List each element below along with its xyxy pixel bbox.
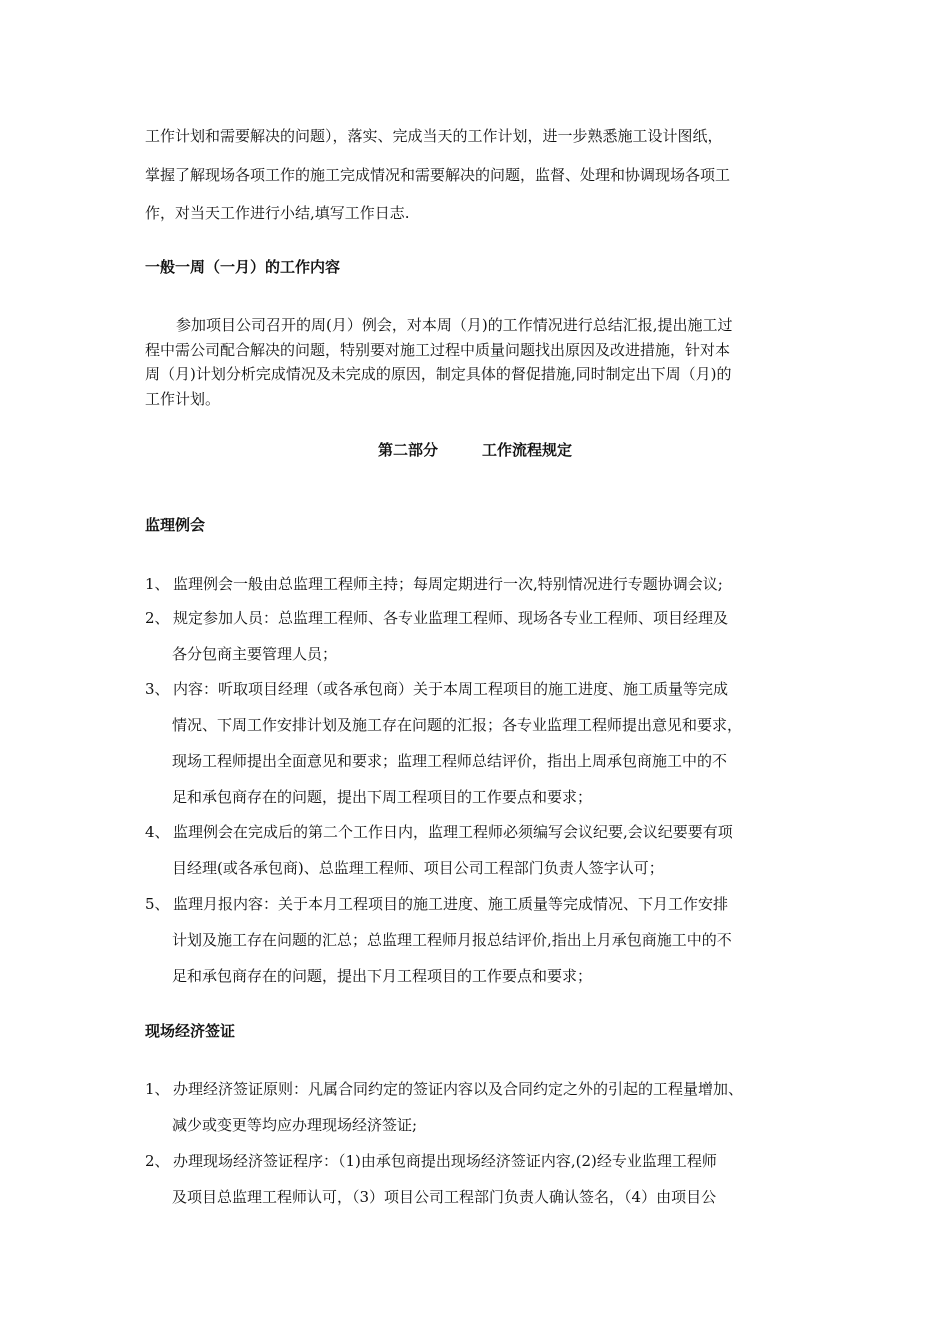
item-text: 办理现场经济签证程序：（1)由承包商提出现场经济签证内容,(2)经专业监理工程师 xyxy=(173,1152,717,1170)
meeting-item-1 xyxy=(145,574,825,594)
item-text: 内容：听取项目经理（或各承包商）关于本周工程项目的施工进度、施工质量等完成 xyxy=(173,680,729,698)
item-text: 办理经济签证原则：凡属合同约定的签证内容以及合同约定之外的引起的工程量增加、 xyxy=(173,1080,744,1098)
item-continuation: 现场工程师提出全面意见和要求；监理工程师总结评价，指出上周承包商施工中的不 xyxy=(172,752,728,770)
meeting-item-2 xyxy=(145,608,825,628)
weekly-line: 程中需公司配合解决的问题，特别要对施工过程中质量问题找出原因及改进措施，针对本 xyxy=(145,341,731,359)
item-number: 5、 xyxy=(145,895,170,913)
part-name: 工作流程规定 xyxy=(482,441,573,459)
meeting-item-4 xyxy=(145,822,825,842)
visa-item-2 xyxy=(145,1151,825,1171)
weekly-heading: 一般一周（一月）的工作内容 xyxy=(145,258,341,276)
meeting-item-3 xyxy=(145,679,825,699)
item-continuation: 计划及施工存在问题的汇总；总监理工程师月报总结评价,指出上月承包商施工中的不 xyxy=(172,931,732,949)
intro-line: 掌握了解现场各项工作的施工完成情况和需要解决的问题，监督、处理和协调现场各项工 xyxy=(145,166,731,184)
weekly-line: 参加项目公司召开的周(月）例会，对本周（月)的工作情况进行总结汇报,提出施工过 xyxy=(176,316,733,334)
item-continuation: 减少或变更等均应办理现场经济签证; xyxy=(172,1116,418,1134)
item-number: 2、 xyxy=(145,609,170,627)
visa-item-1 xyxy=(145,1079,825,1099)
visa-heading: 现场经济签证 xyxy=(145,1022,236,1040)
item-text: 监理月报内容：关于本月工程项目的施工进度、施工质量等完成情况、下月工作安排 xyxy=(173,895,729,913)
intro-line: 作，对当天工作进行小结,填写工作日志. xyxy=(145,204,410,222)
item-number: 2、 xyxy=(145,1152,170,1170)
item-number: 3、 xyxy=(145,680,170,698)
item-continuation: 足和承包商存在的问题，提出下周工程项目的工作要点和要求； xyxy=(172,788,593,806)
weekly-line: 周（月)计划分析完成情况及未完成的原因，制定具体的督促措施,同时制定出下周（月)的 xyxy=(145,365,732,383)
item-continuation: 各分包商主要管理人员； xyxy=(172,645,338,663)
item-continuation: 目经理(或各承包商)、总监理工程师、项目公司工程部门负责人签字认可； xyxy=(172,859,664,877)
item-text: 监理例会一般由总监理工程师主持；每周定期进行一次,特别情况进行专题协调会议; xyxy=(173,575,723,593)
item-text: 监理例会在完成后的第二个工作日内，监理工程师必须编写会议纪要,会议纪要要有项 xyxy=(173,823,733,841)
item-continuation: 足和承包商存在的问题，提出下月工程项目的工作要点和要求； xyxy=(172,967,593,985)
meeting-item-5 xyxy=(145,894,825,914)
intro-line: 工作计划和需要解决的问题），落实、完成当天的工作计划，进一步熟悉施工设计图纸， xyxy=(145,127,723,145)
part-label: 第二部分 xyxy=(377,441,438,459)
item-text: 规定参加人员：总监理工程师、各专业监理工程师、现场各专业工程师、项目经理及 xyxy=(173,609,729,627)
meeting-heading: 监理例会 xyxy=(145,516,206,534)
item-number: 4、 xyxy=(145,823,170,841)
item-continuation: 情况、下周工作安排计划及施工存在问题的汇报；各专业监理工程师提出意见和要求， xyxy=(172,716,743,734)
weekly-line: 工作计划。 xyxy=(145,390,221,408)
item-number: 1、 xyxy=(145,1080,170,1098)
item-continuation: 及项目总监理工程师认可，（3）项目公司工程部门负责人确认签名，（4）由项目公 xyxy=(172,1188,717,1206)
item-number: 1、 xyxy=(145,575,170,593)
part-title xyxy=(0,440,950,460)
